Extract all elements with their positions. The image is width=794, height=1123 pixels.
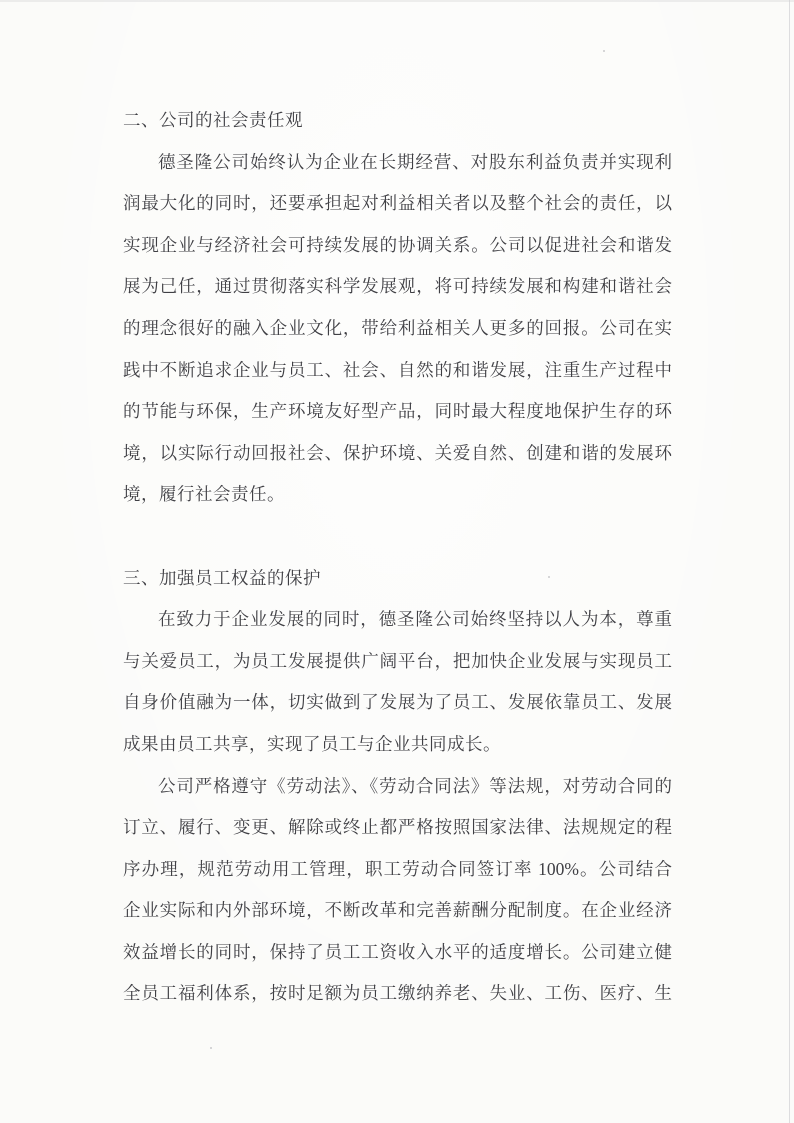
paragraph-line: 序办理，规范劳动用工管理，职工劳动合同签订率 100%。公司结合 [123,858,672,879]
paragraph-line: 公司严格遵守《劳动法》、《劳动合同法》等法规，对劳动合同的 [158,775,672,796]
paragraph-line: 订立、履行、变更、解除或终止都严格按照国家法律、法规规定的程 [123,817,672,838]
paragraph-line: 德圣隆公司始终认为企业在长期经营、对股东利益负责并实现利 [158,151,672,172]
paragraph-line: 展为己任，通过贯彻落实科学发展观，将可持续发展和构建和谐社会 [123,276,672,297]
scan-speckle [210,1047,212,1049]
paragraph-line: 在致力于企业发展的同时，德圣隆公司始终坚持以人为本，尊重 [158,609,672,630]
section-heading-3: 三、加强员工权益的保护 [123,567,321,588]
paragraph-line: 自身价值融为一体，切实做到了发展为了员工、发展依靠员工、发展 [123,692,672,713]
paragraph-line: 境，以实际行动回报社会、保护环境、关爱自然、创建和谐的发展环 [123,442,672,463]
paragraph-line: 效益增长的同时，保持了员工工资收入水平的适度增长。公司建立健 [123,941,672,962]
scan-speckle [548,576,550,578]
section-gap [123,516,672,558]
paragraph-line: 与关爱员工，为员工发展提供广阔平台，把加快企业发展与实现员工 [123,650,672,671]
scan-speckle [661,906,663,908]
paragraph-line: 润最大化的同时，还要承担起对利益相关者以及整个社会的责任，以 [123,193,672,214]
paragraph-line: 成果由员工共享，实现了员工与企业共同成长。 [123,733,501,754]
scan-top-artifact [0,0,794,2]
paragraph-line: 的理念很好的融入企业文化，带给利益相关人更多的回报。公司在实 [123,317,672,338]
paragraph-line: 践中不断追求企业与员工、社会、自然的和谐发展，注重生产过程中 [123,359,672,380]
scan-edge-artifact [789,0,790,1123]
paragraph-line: 企业实际和内外部环境，不断改革和完善薪酬分配制度。在企业经济 [123,900,672,921]
paragraph-line: 全员工福利体系，按时足额为员工缴纳养老、失业、工伤、医疗、生 [123,983,672,1004]
paragraph-line: 实现企业与经济社会可持续发展的协调关系。公司以促进社会和谐发 [123,234,672,255]
paragraph-line: 的节能与环保，生产环境友好型产品，同时最大程度地保护生存的环 [123,401,672,422]
paragraph-line: 境，履行社会责任。 [123,484,285,505]
document-text-block [123,100,672,1015]
scan-speckle [603,50,605,52]
section-heading-2: 二、公司的社会责任观 [123,110,303,130]
